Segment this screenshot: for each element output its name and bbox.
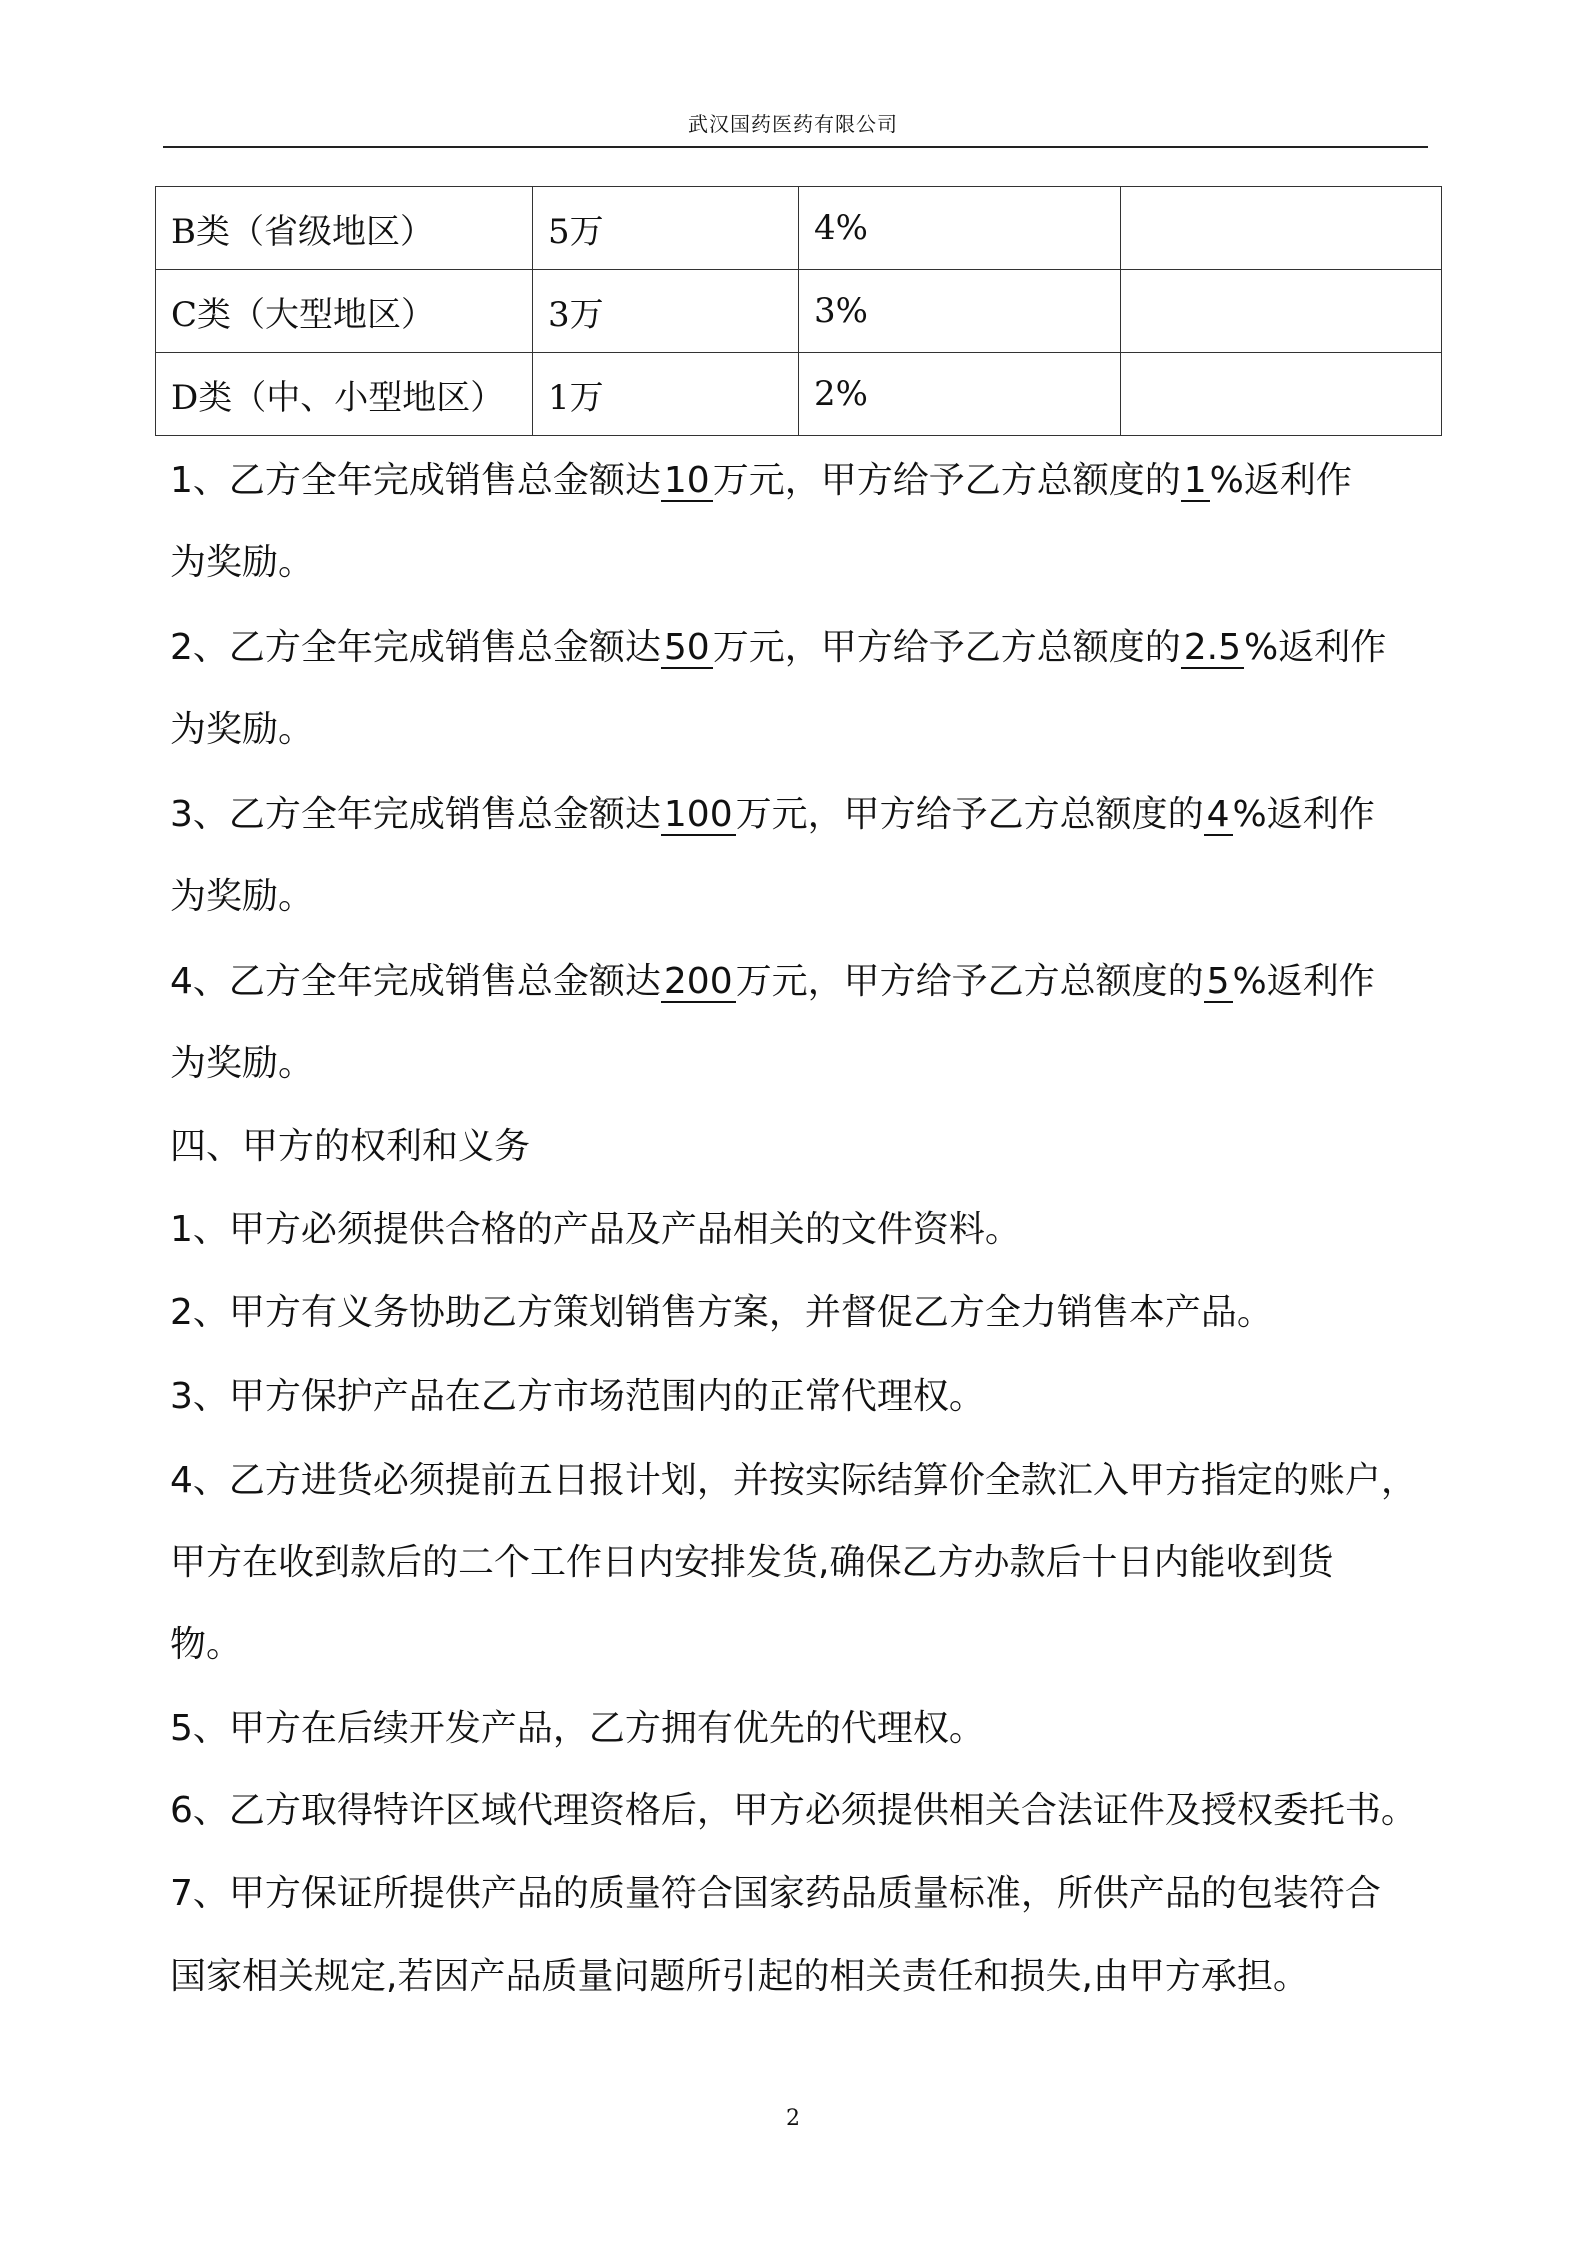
table-cell-category: B类（省级地区） — [156, 187, 533, 270]
clause-text: %返利作 — [1244, 627, 1387, 668]
rebate-clause-1 — [170, 458, 1440, 503]
obligation-line-1: 1、甲方必须提供合格的产品及产品相关的文件资料。 — [170, 1209, 1021, 1250]
rate-blank: 2.5 — [1181, 629, 1244, 669]
rate-blank: 5 — [1204, 963, 1233, 1003]
table-cell-rate: 3% — [799, 270, 1121, 353]
clause-text: 3、乙方全年完成销售总金额达 — [170, 794, 661, 835]
amount-blank: 50 — [661, 629, 713, 669]
rate-blank: 1 — [1181, 462, 1210, 502]
table-cell-amount: 1万 — [533, 353, 799, 436]
rebate-clause-4 — [170, 959, 1440, 1004]
rebate-clause-1-cont: 为奖励。 — [170, 542, 315, 583]
table-row — [156, 270, 1442, 353]
obligation-line-7-cont: 国家相关规定,若因产品质量问题所引起的相关责任和损失,由甲方承担。 — [170, 1956, 1309, 1997]
rebate-clause-4-cont: 为奖励。 — [170, 1043, 315, 1084]
rebate-rate-table — [155, 186, 1442, 436]
rebate-clause-2 — [170, 625, 1440, 670]
page-header-company: 武汉国药医药有限公司 — [688, 112, 898, 136]
header-divider — [163, 146, 1428, 148]
section-title: 四、甲方的权利和义务 — [170, 1126, 531, 1167]
table-cell-category: C类（大型地区） — [156, 270, 533, 353]
table-row — [156, 187, 1442, 270]
rebate-clause-3-cont: 为奖励。 — [170, 876, 315, 917]
obligation-line-3: 3、甲方保护产品在乙方市场范围内的正常代理权。 — [170, 1376, 985, 1417]
table-cell-note — [1121, 353, 1442, 436]
clause-text: 2、乙方全年完成销售总金额达 — [170, 627, 661, 668]
page-number: 2 — [786, 2106, 800, 2131]
table-row — [156, 353, 1442, 436]
table-cell-amount: 3万 — [533, 270, 799, 353]
clause-text: 4、乙方全年完成销售总金额达 — [170, 961, 661, 1002]
clause-text: %返利作 — [1232, 961, 1375, 1002]
clause-text: 万元，甲方给予乙方总额度的 — [712, 627, 1181, 668]
clause-text: 1、乙方全年完成销售总金额达 — [170, 460, 661, 501]
clause-text: %返利作 — [1209, 460, 1352, 501]
obligation-line-6: 6、乙方取得特许区域代理资格后，甲方必须提供相关合法证件及授权委托书。 — [170, 1790, 1417, 1831]
table-cell-rate: 2% — [799, 353, 1121, 436]
obligation-line-4-cont: 甲方在收到款后的二个工作日内安排发货,确保乙方办款后十日内能收到货 — [170, 1542, 1334, 1583]
obligation-line-5: 5、甲方在后续开发产品，乙方拥有优先的代理权。 — [170, 1708, 985, 1749]
table-cell-note — [1121, 270, 1442, 353]
clause-text: 万元，甲方给予乙方总额度的 — [712, 460, 1181, 501]
clause-text: %返利作 — [1232, 794, 1375, 835]
amount-blank: 200 — [661, 963, 736, 1003]
obligation-line-4: 4、乙方进货必须提前五日报计划，并按实际结算价全款汇入甲方指定的账户， — [170, 1460, 1417, 1501]
clause-text: 万元，甲方给予乙方总额度的 — [735, 961, 1204, 1002]
table-cell-category: D类（中、小型地区） — [156, 353, 533, 436]
amount-blank: 100 — [661, 796, 736, 836]
rate-blank: 4 — [1204, 796, 1233, 836]
rebate-clause-3 — [170, 792, 1440, 837]
table-cell-amount: 5万 — [533, 187, 799, 270]
table-cell-rate: 4% — [799, 187, 1121, 270]
table-cell-note — [1121, 187, 1442, 270]
amount-blank: 10 — [661, 462, 713, 502]
obligation-line-2: 2、甲方有义务协助乙方策划销售方案，并督促乙方全力销售本产品。 — [170, 1292, 1273, 1333]
rebate-clause-2-cont: 为奖励。 — [170, 709, 315, 750]
obligation-line-7: 7、甲方保证所提供产品的质量符合国家药品质量标准，所供产品的包装符合 — [170, 1873, 1381, 1914]
clause-text: 万元，甲方给予乙方总额度的 — [735, 794, 1204, 835]
obligation-line-4-cont2: 物。 — [170, 1624, 243, 1665]
